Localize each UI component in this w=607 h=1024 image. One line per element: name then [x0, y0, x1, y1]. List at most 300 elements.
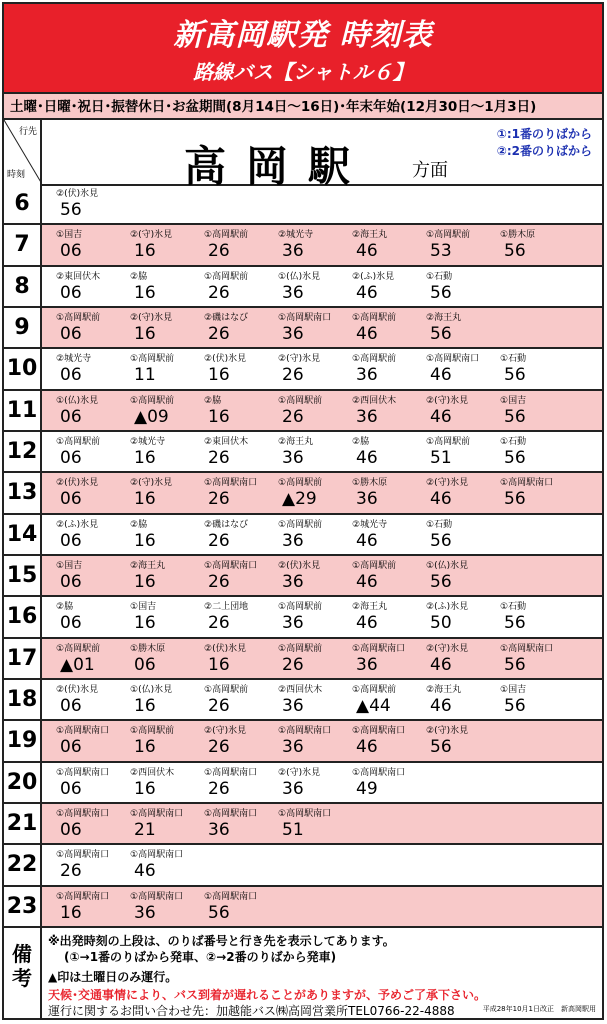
departure-minute: 36: [356, 365, 378, 386]
departure: [344, 225, 419, 266]
departure-minute: 06: [60, 365, 82, 386]
departure-minute: 36: [282, 695, 304, 716]
departure: [270, 267, 345, 308]
table-row: [4, 349, 602, 390]
departure-destination: ①(仏)氷見: [426, 560, 469, 571]
departure-destination: ①石動: [500, 436, 527, 447]
departure-destination: ①高岡駅前: [352, 312, 397, 323]
departure-minute: 46: [356, 282, 378, 303]
departure-minute: 56: [60, 200, 82, 220]
departure-minute: 26: [208, 571, 230, 592]
departure-destination: ①高岡駅前: [426, 436, 471, 447]
departure: [122, 515, 197, 556]
departure-minute: 46: [356, 447, 378, 468]
departure-destination: ②(守)氷見: [130, 478, 173, 489]
departure-minute: 56: [504, 489, 526, 510]
departure: [418, 597, 493, 638]
departure: [270, 597, 345, 638]
departure-minute: 06: [60, 778, 82, 799]
departure-destination: ②(伏)氷見: [204, 354, 247, 365]
page-title: 新高岡駅発 時刻表: [173, 18, 433, 53]
hour-cell: 16: [4, 597, 42, 636]
departure: [344, 391, 419, 432]
departure-minute: 16: [208, 365, 230, 386]
departure: [122, 391, 197, 432]
departure-destination: ②東回伏木: [204, 436, 249, 447]
departure: [344, 473, 419, 514]
departure: [48, 267, 123, 308]
departure-destination: ①高岡駅前: [130, 354, 175, 365]
departure: [418, 515, 493, 556]
departure-minute: 16: [134, 613, 156, 634]
departure: [196, 680, 271, 721]
departure-destination: ①国吉: [56, 560, 83, 571]
departure-minute: 46: [356, 530, 378, 551]
remarks-line-1: ※出発時刻の上段は、のりば番号と行き先を表示してあります。: [48, 934, 395, 948]
departure-minute: 56: [504, 695, 526, 716]
departure-destination: ②城光寺: [56, 354, 92, 365]
departure-minute: 51: [282, 819, 304, 840]
departure-destination: ②脇: [56, 602, 74, 613]
table-row: [4, 721, 602, 762]
departure-destination: ②城光寺: [130, 436, 166, 447]
departure-minute: 26: [208, 489, 230, 510]
departure-minute: 46: [356, 737, 378, 758]
departure: [48, 763, 123, 804]
departure-destination: ②(伏)氷見: [56, 478, 99, 489]
departure: [48, 391, 123, 432]
departure-destination: ②城光寺: [352, 519, 388, 530]
departure-minute: 06: [60, 737, 82, 758]
departure-destination: ①高岡駅南口: [56, 891, 110, 902]
departure-destination: ①高岡駅南口: [56, 726, 110, 737]
departure-minute: 06: [60, 406, 82, 427]
departure-destination: ②西回伏木: [130, 767, 175, 778]
departure: [270, 556, 345, 597]
departure: [196, 721, 271, 762]
remarks-line-4: 天候･交通事情により、バス到着が遅れることがありますが、予めご了承下さい。: [48, 988, 487, 1002]
departure: [196, 308, 271, 349]
contact-info: 運行に関するお問い合わせ先：加越能バス㈱高岡営業所TEL0766-22-4888: [48, 1004, 455, 1018]
departure-destination: ②(伏)氷見: [56, 189, 99, 199]
departure-minute: 46: [430, 365, 452, 386]
departure: [196, 887, 271, 928]
departure: [196, 763, 271, 804]
departure: [344, 556, 419, 597]
departure-destination: ①高岡駅前: [278, 478, 323, 489]
departure: [196, 432, 271, 473]
departure: [122, 639, 197, 680]
departure-minute: 06: [60, 241, 82, 262]
departure-destination: ①高岡駅南口: [130, 808, 184, 819]
departure-destination: ②海王丸: [426, 312, 462, 323]
departure-destination: ②脇: [130, 271, 148, 282]
departure: [418, 721, 493, 762]
departure: [196, 225, 271, 266]
departure-destination: ①高岡駅前: [204, 271, 249, 282]
table-row: [4, 473, 602, 514]
departure-destination: ①高岡駅南口: [130, 891, 184, 902]
departure-minute: 06: [60, 323, 82, 344]
departure: [418, 432, 493, 473]
departure-minute: 56: [504, 365, 526, 386]
departure-destination: ①高岡駅南口: [500, 643, 554, 654]
departure: [48, 225, 123, 266]
departure-minute: 46: [356, 571, 378, 592]
hour-cell: 18: [4, 680, 42, 719]
departure: [48, 639, 123, 680]
departure-minute: 21: [134, 819, 156, 840]
departure: [344, 432, 419, 473]
departure: [196, 597, 271, 638]
hour-label: 時刻: [7, 170, 26, 180]
departure-minute: 26: [208, 447, 230, 468]
table-row: [4, 225, 602, 266]
departure-minute: ▲44: [356, 695, 391, 716]
hour-cell: 23: [4, 887, 42, 926]
departure-minute: 26: [282, 406, 304, 427]
departure: [492, 391, 567, 432]
departure-minute: 06: [60, 489, 82, 510]
departure-minute: 50: [430, 613, 452, 634]
departure-destination: ②東回伏木: [56, 271, 101, 282]
departure-destination: ②(ふ)氷見: [352, 271, 395, 282]
departure-minute: 36: [282, 571, 304, 592]
departure-destination: ①国吉: [130, 602, 157, 613]
departure: [122, 225, 197, 266]
departure: [122, 597, 197, 638]
departure: [196, 515, 271, 556]
departure-destination: ②脇: [204, 395, 222, 406]
departure-minute: 16: [134, 323, 156, 344]
departure-destination: ①石動: [426, 271, 453, 282]
departure-destination: ①高岡駅南口: [204, 808, 258, 819]
departure-destination: ②海王丸: [352, 602, 388, 613]
departure-destination: ②西回伏木: [278, 684, 323, 695]
table-row: [4, 515, 602, 556]
departure: [344, 639, 419, 680]
departure: [48, 721, 123, 762]
departure-destination: ②海王丸: [278, 436, 314, 447]
departure-minute: 56: [430, 530, 452, 551]
departure-destination: ①高岡駅前: [352, 560, 397, 571]
departure-minute: 06: [60, 571, 82, 592]
departure-minute: 46: [356, 613, 378, 634]
departure: [48, 473, 123, 514]
departure-destination: ②海王丸: [352, 230, 388, 241]
departure: [48, 184, 123, 225]
departure-destination: ②磯はなび: [204, 519, 249, 530]
departure: [270, 639, 345, 680]
departure-destination: ①高岡駅前: [130, 726, 175, 737]
remarks-section: [4, 928, 602, 1018]
departure-minute: 36: [282, 613, 304, 634]
departure: [122, 763, 197, 804]
departure-minute: 16: [134, 447, 156, 468]
departure-minute: 06: [60, 613, 82, 634]
departure-minute: 36: [282, 778, 304, 799]
departure-minute: 06: [60, 819, 82, 840]
departure-destination: ①高岡駅南口: [130, 850, 184, 861]
departure-destination: ①国吉: [500, 684, 527, 695]
hour-cell: 21: [4, 804, 42, 843]
departure-destination: ①高岡駅前: [204, 684, 249, 695]
platform-note-2: ②:2番のりばから: [496, 144, 592, 158]
departure-minute: 16: [134, 530, 156, 551]
departure-destination: ①高岡駅南口: [204, 478, 258, 489]
departure-destination: ①高岡駅南口: [56, 850, 110, 861]
departure: [344, 349, 419, 390]
departure-destination: ①高岡駅南口: [56, 808, 110, 819]
platform-notes: [497, 126, 592, 160]
departure-destination: ①高岡駅前: [426, 230, 471, 241]
departure-destination: ①高岡駅前: [278, 519, 323, 530]
departure-minute: 16: [208, 654, 230, 675]
departure-minute: 16: [134, 737, 156, 758]
departure-minute: 56: [504, 241, 526, 262]
hour-cell: 13: [4, 473, 42, 512]
departure-minute: 53: [430, 241, 452, 262]
departure-destination: ②(守)氷見: [130, 312, 173, 323]
departure-destination: ②脇: [352, 436, 370, 447]
departure-destination: ①高岡駅南口: [352, 643, 406, 654]
departure: [48, 432, 123, 473]
departure-destination: ①高岡駅南口: [278, 312, 332, 323]
departure: [122, 432, 197, 473]
platform-note-1: ①:1番のりばから: [496, 127, 592, 141]
departure-minute: 56: [504, 654, 526, 675]
departure-destination: ②(守)氷見: [426, 643, 469, 654]
hour-cell: 7: [4, 225, 42, 264]
departure: [418, 680, 493, 721]
departure-minute: 56: [504, 447, 526, 468]
table-row: [4, 597, 602, 638]
table-row: [4, 267, 602, 308]
departure-minute: 36: [282, 737, 304, 758]
departure: [418, 225, 493, 266]
departure: [270, 225, 345, 266]
departure-minute: ▲09: [134, 406, 169, 427]
departure-destination: ①国吉: [56, 230, 83, 241]
departure-destination: ①高岡駅南口: [56, 767, 110, 778]
departure: [344, 597, 419, 638]
departure-minute: 06: [60, 695, 82, 716]
departure-destination: ①高岡駅前: [130, 395, 175, 406]
departure-destination: ①高岡駅前: [278, 395, 323, 406]
departure-destination: ②(伏)氷見: [204, 643, 247, 654]
departure-minute: 49: [356, 778, 378, 799]
departure-minute: 26: [208, 282, 230, 303]
departure: [122, 845, 197, 886]
departure: [196, 804, 271, 845]
departure-destination: ②城光寺: [278, 230, 314, 241]
departure: [122, 556, 197, 597]
departure-minute: 36: [208, 819, 230, 840]
departure-destination: ①勝木原: [130, 643, 166, 654]
departure-destination: ②(守)氷見: [426, 726, 469, 737]
departure-destination: ②(守)氷見: [278, 354, 321, 365]
remarks-line-3: ▲印は土曜日のみ運行。: [48, 970, 178, 984]
departure: [196, 473, 271, 514]
departure-minute: 56: [430, 282, 452, 303]
departure: [270, 391, 345, 432]
table-row: [4, 845, 602, 886]
departure-destination: ①高岡駅前: [352, 684, 397, 695]
departure-minute: 16: [134, 695, 156, 716]
departure: [344, 267, 419, 308]
departure: [492, 597, 567, 638]
departure-minute: 46: [356, 241, 378, 262]
departure-destination: ①高岡駅前: [278, 643, 323, 654]
departure-minute: 16: [60, 902, 82, 923]
departure-minute: 06: [60, 447, 82, 468]
departure: [270, 763, 345, 804]
departure: [492, 225, 567, 266]
departure: [48, 556, 123, 597]
title-banner: [4, 4, 602, 92]
destination-name: 高岡駅: [184, 142, 371, 191]
departure-destination: ①国吉: [500, 395, 527, 406]
departure-destination: ②西回伏木: [352, 395, 397, 406]
departure-destination: ②磯はなび: [204, 312, 249, 323]
departure: [418, 556, 493, 597]
departure-minute: 16: [134, 241, 156, 262]
departure-destination: ①高岡駅前: [352, 354, 397, 365]
departure-destination: ①高岡駅南口: [426, 354, 480, 365]
departure: [122, 349, 197, 390]
departure-minute: 26: [208, 323, 230, 344]
destination-suffix: 方面: [412, 160, 448, 181]
departure: [492, 639, 567, 680]
destination-label: 行先: [18, 127, 37, 137]
departure-destination: ①高岡駅南口: [204, 767, 258, 778]
departure-destination: ①高岡駅南口: [278, 726, 332, 737]
departure: [48, 308, 123, 349]
departure: [418, 349, 493, 390]
departure-destination: ①高岡駅南口: [204, 560, 258, 571]
departure-minute: 16: [208, 406, 230, 427]
table-row: [4, 680, 602, 721]
corner-cell: [4, 120, 42, 184]
departure: [492, 473, 567, 514]
departure-minute: 36: [282, 282, 304, 303]
departure-minute: 16: [134, 489, 156, 510]
hour-cell: 11: [4, 391, 42, 430]
departure: [196, 556, 271, 597]
table-row: [4, 639, 602, 680]
departure-minute: 16: [134, 282, 156, 303]
departure: [270, 515, 345, 556]
departure: [344, 308, 419, 349]
departure: [122, 267, 197, 308]
departure-destination: ①高岡駅前: [56, 436, 101, 447]
departure: [418, 308, 493, 349]
departure-minute: 36: [282, 447, 304, 468]
departure: [122, 308, 197, 349]
departure-minute: 56: [504, 406, 526, 427]
hour-cell: 10: [4, 349, 42, 388]
departure: [48, 804, 123, 845]
departure-minute: 51: [430, 447, 452, 468]
departure-minute: 46: [430, 406, 452, 427]
departure-minute: 36: [134, 902, 156, 923]
route-subtitle: 路線バス【シャトル６】: [193, 60, 413, 84]
departure-destination: ①(仏)氷見: [130, 684, 173, 695]
departure-minute: 56: [208, 902, 230, 923]
departure-minute: 26: [208, 695, 230, 716]
departure-destination: ②(ふ)氷見: [56, 519, 99, 530]
hour-cell: 17: [4, 639, 42, 678]
departure-minute: 26: [208, 778, 230, 799]
departure: [344, 515, 419, 556]
remarks-heading: 備考: [4, 928, 42, 1018]
departure-minute: 46: [356, 323, 378, 344]
table-row: [4, 763, 602, 804]
table-row: [4, 391, 602, 432]
departure-destination: ②(守)氷見: [426, 395, 469, 406]
departure-minute: ▲01: [60, 654, 95, 675]
departure-destination: ①石動: [500, 354, 527, 365]
departure-minute: 56: [504, 613, 526, 634]
departure: [122, 680, 197, 721]
departure-minute: 26: [60, 861, 82, 882]
departure-destination: ①高岡駅前: [56, 643, 101, 654]
departure: [270, 680, 345, 721]
departure-minute: 36: [356, 406, 378, 427]
departure-minute: 26: [208, 241, 230, 262]
hour-cell: 22: [4, 845, 42, 884]
departure-minute: 36: [282, 323, 304, 344]
departure-destination: ②(守)氷見: [278, 767, 321, 778]
table-row: [4, 432, 602, 473]
departure-destination: ②脇: [130, 519, 148, 530]
departure: [492, 432, 567, 473]
departure-minute: 36: [282, 241, 304, 262]
departure-minute: 06: [60, 530, 82, 551]
departure: [196, 639, 271, 680]
departure-destination: ②海王丸: [426, 684, 462, 695]
departure-minute: 46: [430, 489, 452, 510]
departure-destination: ①高岡駅南口: [352, 767, 406, 778]
departure-destination: ②(ふ)氷見: [426, 602, 469, 613]
departure: [344, 721, 419, 762]
departure-minute: 26: [208, 737, 230, 758]
departure-minute: 26: [282, 654, 304, 675]
hour-cell: 6: [4, 184, 42, 223]
departure-destination: ②(守)氷見: [204, 726, 247, 737]
departure: [122, 473, 197, 514]
departure-destination: ②(守)氷見: [426, 478, 469, 489]
departure-minute: 56: [430, 737, 452, 758]
timetable: [2, 2, 604, 1020]
departure-minute: 36: [356, 654, 378, 675]
service-days: 土曜･日曜･祝日･振替休日･お盆期間(8月14日～16日)･年末年始(12月30日～1月3日): [4, 92, 602, 120]
departure-minute: 06: [134, 654, 156, 675]
departure-minute: 16: [134, 571, 156, 592]
departure-minute: 36: [356, 489, 378, 510]
departure: [418, 267, 493, 308]
table-row: [4, 184, 602, 225]
departure: [48, 680, 123, 721]
departure: [270, 804, 345, 845]
departure: [122, 887, 197, 928]
departure-minute: 36: [282, 530, 304, 551]
departure-destination: ①高岡駅南口: [204, 891, 258, 902]
hour-cell: 8: [4, 267, 42, 306]
departure-destination: ②(伏)氷見: [278, 560, 321, 571]
departure: [270, 432, 345, 473]
hour-cell: 12: [4, 432, 42, 471]
